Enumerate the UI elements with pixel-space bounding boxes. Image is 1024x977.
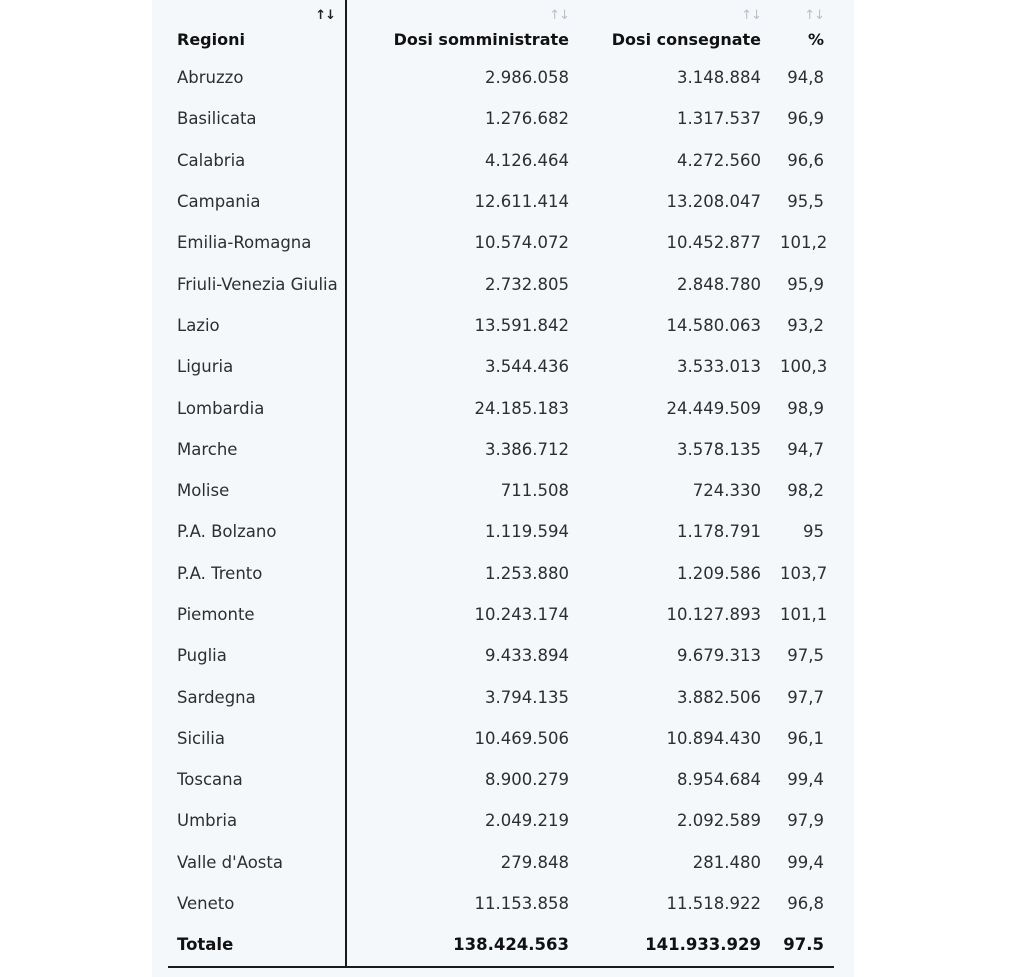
cell-percent: 103,7 [780, 563, 828, 583]
cell-dosi-somministrate: 711.508 [500, 481, 569, 501]
table-row [168, 594, 834, 635]
table-row [168, 676, 834, 717]
total-cell-dosi-somministrate: 138.424.563 [346, 924, 579, 966]
cell-region: Molise [168, 470, 346, 511]
cell-dosi-consegnate: 14.580.063 [666, 315, 761, 335]
cell-percent: 96,6 [787, 150, 824, 170]
cell-dosi-somministrate: 2.986.058 [485, 68, 569, 88]
cell-percent: 101,2 [780, 233, 828, 253]
cell-percent: 93,2 [787, 315, 824, 335]
column-header-label: % [807, 30, 824, 49]
cell-percent: 94,8 [787, 68, 824, 88]
cell-dosi-somministrate: 3.794.135 [485, 687, 569, 707]
table-header [168, 0, 834, 57]
column-header-label: Regioni [177, 30, 245, 49]
cell-dosi-somministrate: 3.544.436 [485, 357, 569, 377]
cell-dosi-consegnate: 4.272.560 [677, 150, 761, 170]
cell-region: Puglia [168, 635, 346, 676]
table-row [168, 883, 834, 924]
table-row [168, 140, 834, 181]
column-header-label: Dosi somministrate [393, 30, 569, 49]
total-row [168, 924, 834, 966]
table-body [168, 57, 834, 967]
cell-percent: 96,1 [787, 728, 824, 748]
cell-dosi-consegnate: 3.148.884 [677, 68, 761, 88]
sort-icon[interactable]: ↑↓ [804, 8, 824, 23]
column-header-dosi-somministrate[interactable] [346, 0, 579, 57]
total-cell-dosi-consegnate: 141.933.929 [579, 924, 771, 966]
cell-percent: 95,5 [787, 192, 824, 212]
cell-percent: 99,4 [787, 852, 824, 872]
cell-dosi-consegnate: 10.894.430 [666, 728, 761, 748]
column-header-label: Dosi consegnate [611, 30, 761, 49]
cell-dosi-consegnate: 10.127.893 [666, 605, 761, 624]
cell-dosi-somministrate: 4.126.464 [485, 150, 569, 170]
table-row [168, 429, 834, 470]
cell-dosi-somministrate: 1.119.594 [485, 522, 569, 542]
cell-region: Lombardia [168, 387, 346, 428]
table-row [168, 57, 834, 98]
cell-dosi-consegnate: 3.882.506 [677, 687, 761, 707]
table-row [168, 635, 834, 676]
cell-percent: 101,1 [780, 605, 828, 624]
cell-dosi-somministrate: 9.433.894 [485, 646, 569, 666]
cell-dosi-consegnate: 1.209.586 [677, 563, 761, 583]
cell-dosi-somministrate: 2.049.219 [485, 811, 569, 831]
total-cell-percent: 97.5 [771, 924, 834, 966]
table-row [168, 263, 834, 304]
sort-icon[interactable]: ↑↓ [315, 8, 335, 23]
cell-dosi-consegnate: 724.330 [692, 481, 761, 501]
cell-dosi-consegnate: 8.954.684 [677, 770, 761, 790]
table-row [168, 553, 834, 594]
cell-dosi-somministrate: 10.243.174 [474, 605, 569, 624]
cell-dosi-consegnate: 13.208.047 [666, 192, 761, 212]
cell-percent: 96,9 [787, 109, 824, 129]
cell-percent: 96,8 [787, 894, 824, 914]
cell-dosi-consegnate: 1.178.791 [677, 522, 761, 542]
table-row [168, 759, 834, 800]
table-row [168, 222, 834, 263]
cell-region: Emilia-Romagna [168, 222, 346, 263]
cell-dosi-consegnate: 9.679.313 [677, 646, 761, 666]
table-row [168, 98, 834, 139]
cell-region: Lazio [168, 305, 346, 346]
cell-dosi-somministrate: 11.153.858 [474, 894, 569, 914]
cell-percent: 97,7 [787, 687, 824, 707]
column-header-percent[interactable] [771, 0, 834, 57]
cell-dosi-consegnate: 1.317.537 [677, 109, 761, 129]
cell-region: Calabria [168, 140, 346, 181]
cell-region: Friuli-Venezia Giulia [168, 263, 346, 304]
cell-dosi-somministrate: 2.732.805 [485, 274, 569, 294]
cell-region: Campania [168, 181, 346, 222]
cell-dosi-somministrate: 10.469.506 [474, 728, 569, 748]
cell-region: Liguria [168, 346, 346, 387]
cell-dosi-consegnate: 24.449.509 [666, 398, 761, 418]
table-row [168, 800, 834, 841]
cell-dosi-consegnate: 2.848.780 [677, 274, 761, 294]
table-row [168, 181, 834, 222]
cell-dosi-somministrate: 1.276.682 [485, 109, 569, 129]
cell-percent: 98,9 [787, 398, 824, 418]
cell-dosi-consegnate: 2.092.589 [677, 811, 761, 831]
cell-region: P.A. Bolzano [168, 511, 346, 552]
header-row [168, 0, 834, 57]
cell-dosi-somministrate: 3.386.712 [485, 439, 569, 459]
cell-percent: 97,5 [787, 646, 824, 666]
table-panel [152, 0, 854, 977]
cell-percent: 95 [803, 522, 824, 542]
cell-region: Umbria [168, 800, 346, 841]
cell-region: Veneto [168, 883, 346, 924]
cell-dosi-somministrate: 24.185.183 [474, 398, 569, 418]
cell-region: Basilicata [168, 98, 346, 139]
cell-region: Toscana [168, 759, 346, 800]
total-cell-region: Totale [168, 924, 346, 966]
cell-dosi-somministrate: 13.591.842 [474, 315, 569, 335]
cell-dosi-consegnate: 3.533.013 [677, 357, 761, 377]
cell-region: Sardegna [168, 676, 346, 717]
cell-dosi-somministrate: 279.848 [500, 852, 569, 872]
cell-dosi-consegnate: 3.578.135 [677, 439, 761, 459]
cell-dosi-somministrate: 12.611.414 [474, 192, 569, 212]
table-row [168, 387, 834, 428]
cell-region: P.A. Trento [168, 553, 346, 594]
cell-dosi-somministrate: 8.900.279 [485, 770, 569, 790]
table-row [168, 470, 834, 511]
cell-dosi-somministrate: 10.574.072 [474, 233, 569, 253]
table-row [168, 346, 834, 387]
cell-percent: 98,2 [787, 481, 824, 501]
cell-percent: 97,9 [787, 811, 824, 831]
column-header-regioni[interactable] [168, 0, 346, 57]
cell-region: Valle d'Aosta [168, 842, 346, 883]
cell-region: Marche [168, 429, 346, 470]
cell-dosi-consegnate: 281.480 [692, 852, 761, 872]
sort-icon[interactable]: ↑↓ [549, 8, 569, 23]
vaccine-doses-table [168, 0, 834, 968]
table-row [168, 718, 834, 759]
cell-percent: 94,7 [787, 439, 824, 459]
cell-region: Piemonte [168, 594, 346, 635]
table-row [168, 511, 834, 552]
cell-percent: 99,4 [787, 770, 824, 790]
cell-region: Abruzzo [168, 57, 346, 98]
cell-region: Sicilia [168, 718, 346, 759]
cell-dosi-consegnate: 10.452.877 [666, 233, 761, 253]
cell-dosi-somministrate: 1.253.880 [485, 563, 569, 583]
column-header-dosi-consegnate[interactable] [579, 0, 771, 57]
cell-percent: 95,9 [787, 274, 824, 294]
table-row [168, 305, 834, 346]
table-row [168, 842, 834, 883]
sort-icon[interactable]: ↑↓ [741, 8, 761, 23]
cell-percent: 100,3 [780, 357, 828, 377]
cell-dosi-consegnate: 11.518.922 [666, 894, 761, 914]
